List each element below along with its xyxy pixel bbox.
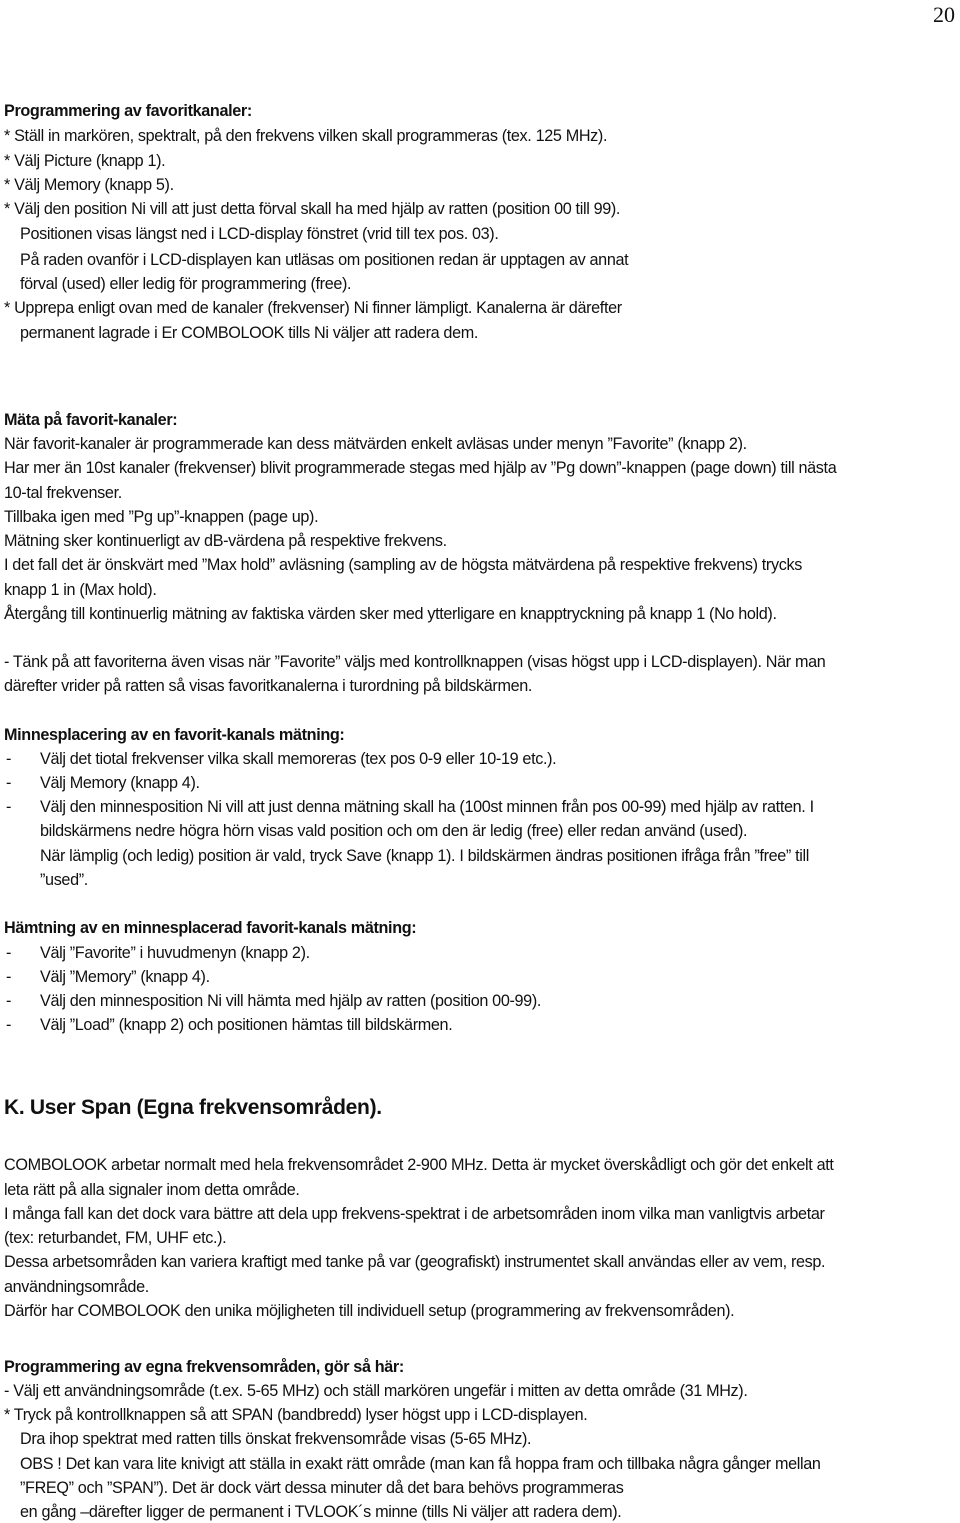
text-line: * Välj Memory (knapp 5). <box>4 176 174 194</box>
list-item <box>0 991 960 1011</box>
text-line: Tillbaka igen med ”Pg up”-knappen (page up). <box>4 508 319 526</box>
text-line: leta rätt på alla signaler inom detta område. <box>4 1181 300 1199</box>
text-line: * Tryck på kontrollknappen så att SPAN (bandbredd) lyser högst upp i LCD-displayen. <box>4 1406 588 1424</box>
heading-measure-favorites: Mäta på favorit-kanaler: <box>4 411 178 429</box>
text-line: (tex: returbandet, FM, UHF etc.). <box>4 1229 227 1247</box>
text-line: På raden ovanför i LCD-displayen kan utläsas om positionen redan är upptagen av annat <box>20 251 629 269</box>
text-line: COMBOLOOK arbetar normalt med hela frekvensområdet 2-900 MHz. Detta är mycket överskådligt och gör det enkelt att <box>4 1156 834 1174</box>
text-line: Har mer än 10st kanaler (frekvenser) blivit programmerade stegas med hjälp av ”Pg down”-knappen (page down) till nästa <box>4 459 837 477</box>
text-line: 10-tal frekvenser. <box>4 484 122 502</box>
text-line: I många fall kan det dock vara bättre att dela upp frekvens-spektrat i de arbetsområden inom vilka man vanligtvis arbetar <box>4 1205 825 1223</box>
list-item-text: Välj Memory (knapp 4). <box>40 774 200 792</box>
text-line: knapp 1 in (Max hold). <box>4 581 157 599</box>
text-line: permanent lagrade i Er COMBOLOOK tills Ni väljer att radera dem. <box>20 324 479 342</box>
list-continuation: bildskärmens nedre högra hörn visas vald position och om den är ledig (free) eller redan använd (used). <box>40 822 748 840</box>
text-line: en gång –därefter ligger de permanent i TVLOOK´s minne (tills Ni väljer att radera dem). <box>20 1503 622 1521</box>
list-dash: - <box>6 968 12 986</box>
heading-span-programming: Programmering av egna frekvensområden, gör så här: <box>4 1358 404 1376</box>
text-line: Dessa arbetsområden kan variera kraftigt med tanke på var (geografiskt) instrumentet skall användas eller av vem, resp. <box>4 1253 826 1271</box>
list-item-text: Välj ”Favorite” i huvudmenyn (knapp 2). <box>40 944 310 962</box>
text-line: användningsområde. <box>4 1278 149 1296</box>
list-dash: - <box>6 1016 12 1034</box>
list-item <box>0 967 960 987</box>
list-continuation: När lämplig (och ledig) position är vald, tryck Save (knapp 1). I bildskärmen ändras positionen ifråga från ”free” till <box>40 847 809 865</box>
text-line: I det fall det är önskvärt med ”Max hold” avläsning (sampling av de högsta mätvärdena på respektive frekvens) trycks <box>4 556 802 574</box>
text-line: När favorit-kanaler är programmerade kan dess mätvärden enkelt avläsas under menyn ”Favorite” (knapp 2). <box>4 435 747 453</box>
list-item-text: Välj ”Load” (knapp 2) och positionen hämtas till bildskärmen. <box>40 1016 453 1034</box>
list-item-text: Välj det tiotal frekvenser vilka skall memoreras (tex pos 0-9 eller 10-19 etc.). <box>40 750 557 768</box>
list-dash: - <box>6 750 12 768</box>
text-line: - Välj ett användningsområde (t.ex. 5-65 MHz) och ställ markören ungefär i mitten av detta område (31 MHz). <box>4 1382 748 1400</box>
heading-recall-measurement: Hämtning av en minnesplacerad favorit-kanals mätning: <box>4 919 417 937</box>
note-line: - Tänk på att favoriterna även visas när ”Favorite” väljs med kontrollknappen (visas högst upp i LCD-displayen). När man <box>4 653 826 671</box>
list-item <box>0 797 960 817</box>
list-item <box>0 749 960 769</box>
text-line: Mätning sker kontinuerligt av dB-värdena på respektive frekvens. <box>4 532 447 550</box>
note-line: därefter vrider på ratten så visas favoritkanalerna i turordning på bildskärmen. <box>4 677 533 695</box>
list-item-text: Välj den minnesposition Ni vill att just denna mätning skall ha (100st minnen från pos 00-99) med hjälp av ratten. I <box>40 798 814 816</box>
text-line: Positionen visas längst ned i LCD-display fönstret (vrid till tex pos. 03). <box>20 225 499 243</box>
list-dash: - <box>6 798 12 816</box>
list-continuation: ”used”. <box>40 871 88 889</box>
text-line: * Ställ in markören, spektralt, på den frekvens vilken skall programmeras (tex. 125 MHz). <box>4 127 608 145</box>
page-number: 20 <box>933 2 955 27</box>
heading-store-measurement: Minnesplacering av en favorit-kanals mätning: <box>4 726 345 744</box>
list-item-text: Välj den minnesposition Ni vill hämta med hjälp av ratten (position 00-99). <box>40 992 542 1010</box>
list-item <box>0 1015 960 1035</box>
text-line: Dra ihop spektrat med ratten tills önskat frekvensområde visas (5-65 MHz). <box>20 1430 532 1448</box>
text-line: * Välj den position Ni vill att just detta förval skall ha med hjälp av ratten (position 00 till 99). <box>4 200 621 218</box>
list-dash: - <box>6 774 12 792</box>
list-item-text: Välj ”Memory” (knapp 4). <box>40 968 210 986</box>
heading-favorite-programming: Programmering av favoritkanaler: <box>4 102 252 120</box>
text-line: Därför har COMBOLOOK den unika möjligheten till individuell setup (programmering av frekvensområden). <box>4 1302 735 1320</box>
text-line: Återgång till kontinuerlig mätning av faktiska värden sker med ytterligare en knapptryckning på knapp 1 (No hold). <box>4 605 777 623</box>
text-line: * Upprepa enligt ovan med de kanaler (frekvenser) Ni finner lämpligt. Kanalerna är därefter <box>4 299 622 317</box>
text-line: förval (used) eller ledig för programmering (free). <box>20 275 352 293</box>
section-title-user-span: K. User Span (Egna frekvensområden). <box>4 1096 382 1119</box>
text-line: OBS ! Det kan vara lite knivigt att ställa in exakt rätt område (man kan få hoppa fram och tillbaka några gånger mellan <box>20 1455 821 1473</box>
list-dash: - <box>6 992 12 1010</box>
text-line: * Välj Picture (knapp 1). <box>4 152 166 170</box>
list-item <box>0 773 960 793</box>
list-item <box>0 943 960 963</box>
list-dash: - <box>6 944 12 962</box>
text-line: ”FREQ” och ”SPAN”). Det är dock värt dessa minuter då det bara behövs programmeras <box>20 1479 624 1497</box>
